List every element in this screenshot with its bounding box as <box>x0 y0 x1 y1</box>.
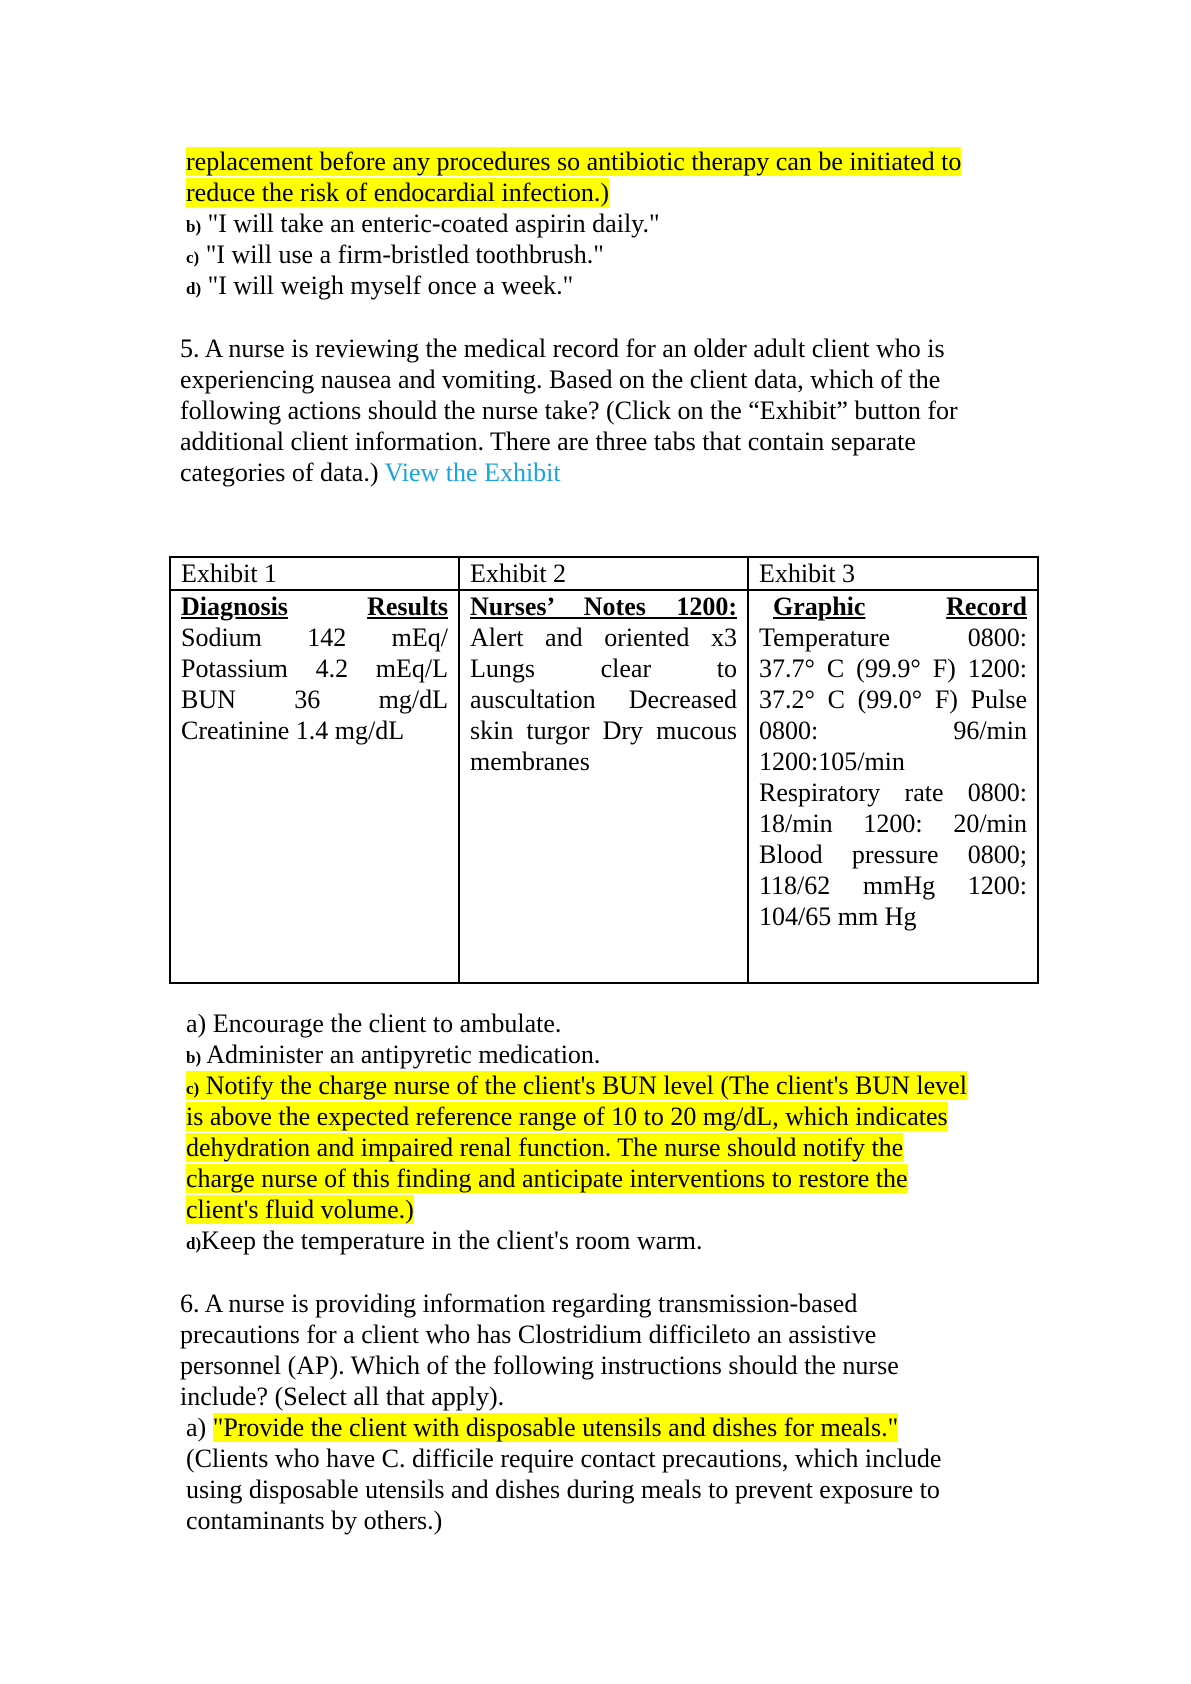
exhibit-3-content <box>748 590 1038 983</box>
q4-option-b: b) "I will take an enteric-coated aspirin daily." <box>186 209 660 238</box>
exhibit-content-row <box>170 590 1038 983</box>
q4-answer-a-line1: replacement before any procedures so antibiotic therapy can be initiated to <box>186 147 962 176</box>
q5-option-c-line1: c) Notify the charge nurse of the client's BUN level (The client's BUN level <box>186 1071 967 1100</box>
exhibit-3-line: 0800: 96/min <box>759 716 1027 745</box>
q6-stem-line3: personnel (AP). Which of the following instructions should the nurse <box>180 1351 899 1380</box>
exhibit-2-content <box>459 590 748 983</box>
exhibit-1-content <box>170 590 459 983</box>
q5-option-d: d)Keep the temperature in the client's room warm. <box>186 1226 703 1255</box>
exhibit-3-line: Blood pressure 0800; <box>759 840 1027 869</box>
q5-stem-line1: 5. A nurse is reviewing the medical record for an older adult client who is <box>180 334 945 363</box>
exhibit-2-line: auscultation Decreased <box>470 685 737 714</box>
exhibit-2-heading: Nurses’ Notes 1200: <box>470 592 737 621</box>
exhibit-tab-2[interactable]: Exhibit 2 <box>459 557 748 590</box>
exhibit-2-line: Lungs clear to <box>470 654 737 683</box>
exhibit-table <box>169 556 1039 984</box>
q6-rationale-line1: (Clients who have C. difficile require contact precautions, which include <box>186 1444 942 1473</box>
exhibit-3-line: 18/min 1200: 20/min <box>759 809 1027 838</box>
q5-stem-line5: categories of data.) View the Exhibit <box>180 458 561 487</box>
q4-option-c: c) "I will use a firm-bristled toothbrush." <box>186 240 604 269</box>
q6-option-a: a) "Provide the client with disposable utensils and dishes for meals." <box>186 1413 899 1442</box>
exhibit-1-line: Sodium 142 mEq/ <box>181 623 448 652</box>
exhibit-3-line: 1200:105/min <box>759 747 905 776</box>
exhibit-2-line: Alert and oriented x3 <box>470 623 737 652</box>
q5-stem-line2: experiencing nausea and vomiting. Based on the client data, which of the <box>180 365 941 394</box>
exhibit-1-line: Creatinine 1.4 mg/dL <box>181 716 405 745</box>
exhibit-tab-1[interactable]: Exhibit 1 <box>170 557 459 590</box>
q5-option-c-line3: dehydration and impaired renal function. The nurse should notify the <box>186 1133 904 1162</box>
q5-option-c-line2: is above the expected reference range of 10 to 20 mg/dL, which indicates <box>186 1102 948 1131</box>
exhibit-2-line: membranes <box>470 747 590 776</box>
exhibit-3-line: 104/65 mm Hg <box>759 902 917 931</box>
exhibit-1-heading: Diagnosis Results <box>181 592 448 621</box>
q6-rationale-line2: using disposable utensils and dishes during meals to prevent exposure to <box>186 1475 940 1504</box>
exhibit-3-line: 118/62 mmHg 1200: <box>759 871 1027 900</box>
q5-option-b: b) Administer an antipyretic medication. <box>186 1040 601 1069</box>
q6-stem-line4: include? (Select all that apply). <box>180 1382 505 1411</box>
exhibit-3-line: Respiratory rate 0800: <box>759 778 1027 807</box>
q5-stem-line4: additional client information. There are three tabs that contain separate <box>180 427 916 456</box>
q5-stem-line3: following actions should the nurse take? (Click on the “Exhibit” button for <box>180 396 958 425</box>
exhibit-3-heading: Graphic Record <box>773 592 1027 621</box>
q6-stem-line2: precautions for a client who has Clostridium difficileto an assistive <box>180 1320 877 1349</box>
q4-option-d: d) "I will weigh myself once a week." <box>186 271 574 300</box>
q5-option-c-line5: client's fluid volume.) <box>186 1195 414 1224</box>
view-exhibit-link[interactable]: View the Exhibit <box>384 458 561 487</box>
exhibit-3-line: 37.7° C (99.9° F) 1200: <box>759 654 1027 683</box>
exhibit-3-line: 37.2° C (99.0° F) Pulse <box>759 685 1027 714</box>
exhibit-tabs-row <box>170 557 1038 590</box>
exhibit-1-line: Potassium 4.2 mEq/L <box>181 654 448 683</box>
q4-answer-a-line2: reduce the risk of endocardial infection.) <box>186 178 610 207</box>
q5-option-a: a) Encourage the client to ambulate. <box>186 1009 562 1038</box>
q6-stem-line1: 6. A nurse is providing information regarding transmission-based <box>180 1289 858 1318</box>
exhibit-tab-3[interactable]: Exhibit 3 <box>748 557 1038 590</box>
exhibit-2-line: skin turgor Dry mucous <box>470 716 737 745</box>
exhibit-1-line: BUN 36 mg/dL <box>181 685 448 714</box>
q6-rationale-line3: contaminants by others.) <box>186 1506 443 1535</box>
q5-option-c-line4: charge nurse of this finding and anticipate interventions to restore the <box>186 1164 908 1193</box>
exhibit-3-line: Temperature 0800: <box>759 623 1027 652</box>
